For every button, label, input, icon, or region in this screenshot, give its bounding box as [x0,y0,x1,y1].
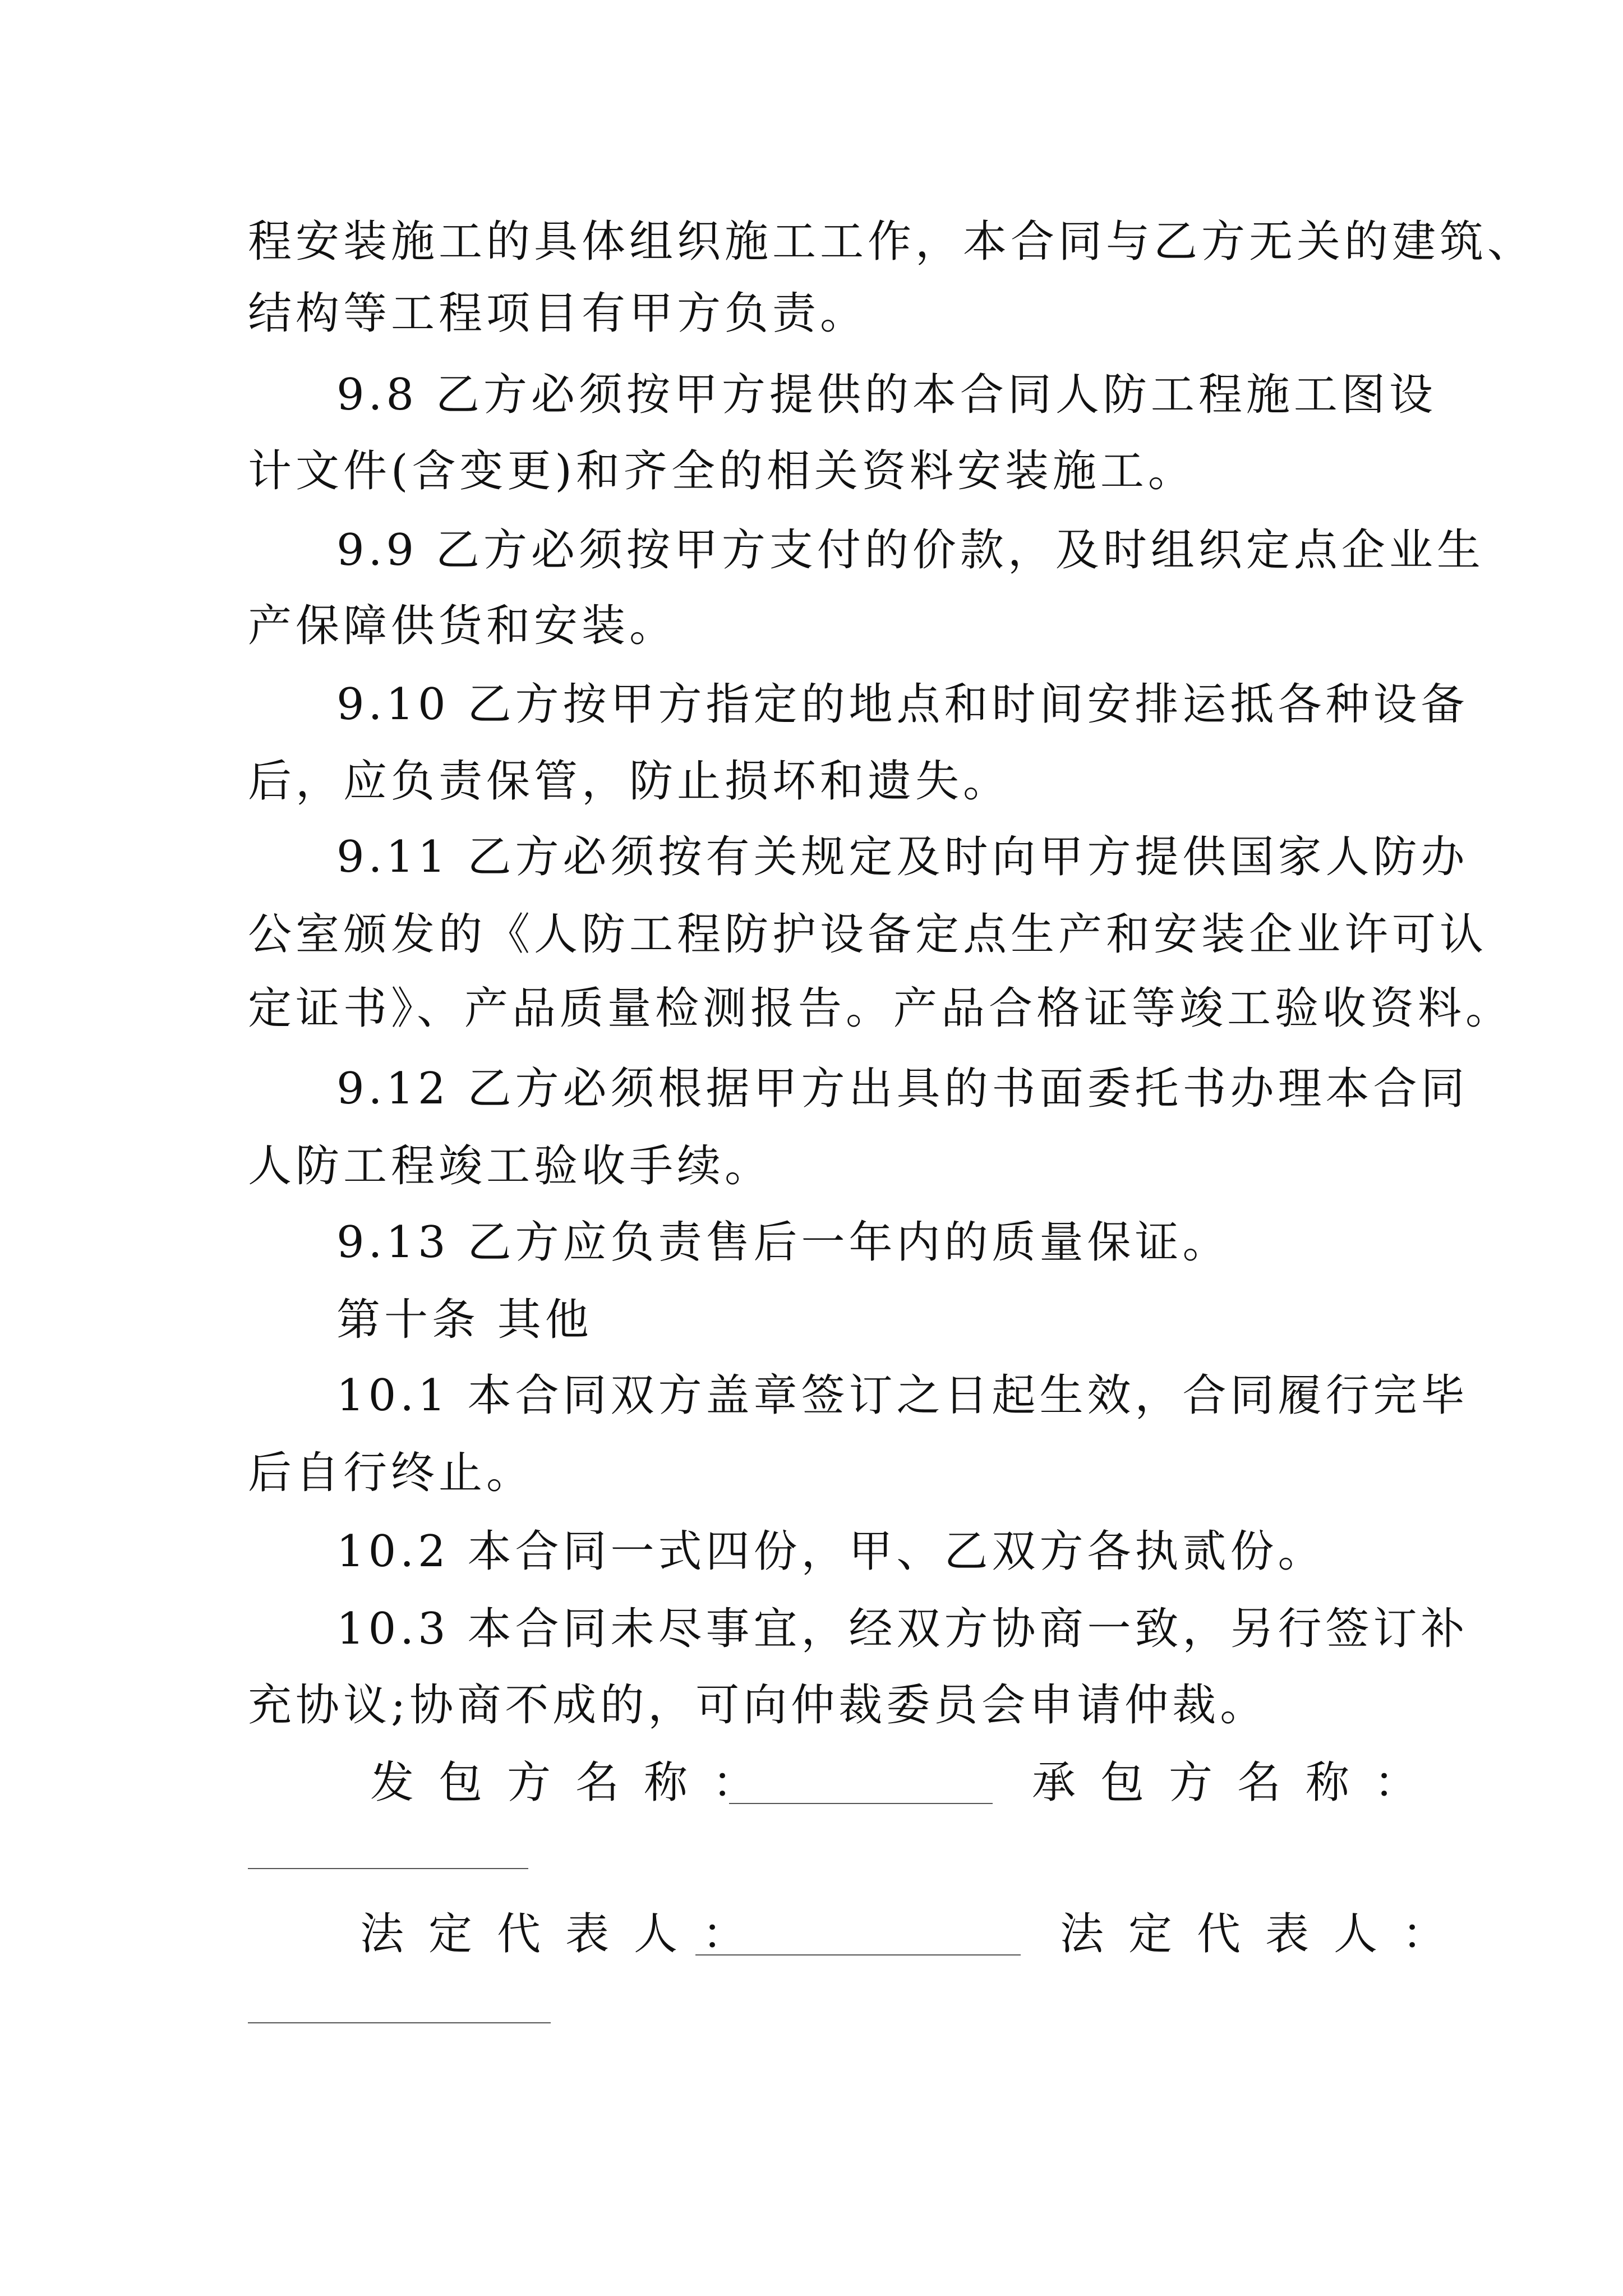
clause-9-8-line: 9.8 乙方必须按甲方提供的本合同人防工程施工图设 [336,370,1437,420]
subcontractor-name-label: 承包方名称： [1032,1757,1443,1808]
clause-9-12-line: 9.12 乙方必须根据甲方出具的书面委托书办理本合同 [336,1064,1469,1114]
legal-rep-label-left: 法定代表人： [360,1909,771,1959]
paragraph-line: 充协议;协商不成的，可向仲裁委员会申请仲裁。 [248,1680,1268,1731]
clause-9-10-line: 9.10 乙方按甲方指定的地点和时间安排运抵各种设备 [336,679,1469,730]
contractor-name-blank[interactable] [729,1803,993,1804]
signature-row-names [0,1756,1623,1818]
paragraph-line: 程安装施工的具体组织施工工作，本合同与乙方无关的建筑、 [248,217,1536,267]
clause-10-2-line: 10.2 本合同一式四份，甲、乙双方各执贰份。 [336,1526,1326,1577]
paragraph-line: 产保障供货和安装。 [248,601,677,651]
paragraph-line: 定证书》、产品质量检测报告。产品合格证等竣工验收资料。 [248,983,1514,1034]
clause-9-9-line: 9.9 乙方必须按甲方支付的价款，及时组织定点企业生 [336,525,1484,576]
contractor-name-label: 发包方名称： [370,1757,781,1808]
paragraph-line: 公室颁发的《人防工程防护设备定点生产和安装企业许可认 [248,909,1488,960]
clause-9-11-line: 9.11 乙方必须按有关规定及时向甲方提供国家人防办 [336,832,1469,882]
legal-rep-right-blank[interactable] [248,2022,551,2023]
clause-10-3-line: 10.3 本合同未尽事宜，经双方协商一致，另行签订补 [336,1604,1469,1654]
clause-10-1-line: 10.1 本合同双方盖章签订之日起生效，合同履行完毕 [336,1370,1469,1421]
paragraph-line: 结构等工程项目有甲方负责。 [248,288,868,339]
article-10-heading: 第十条 其他 [336,1295,593,1345]
legal-rep-left-blank[interactable] [695,1954,1021,1955]
paragraph-line: 计文件(含变更)和齐全的相关资料安装施工。 [248,446,1196,496]
paragraph-line: 后，应负责保管，防止损坏和遗失。 [248,756,1011,807]
clause-9-13-line: 9.13 乙方应负责售后一年内的质量保证。 [336,1217,1230,1268]
signature-row-legal-reps [0,1907,1623,1969]
legal-rep-label-right: 法定代表人： [1060,1909,1471,1959]
paragraph-line: 人防工程竣工验收手续。 [248,1141,773,1191]
subcontractor-name-blank[interactable] [248,1868,528,1869]
paragraph-line: 后自行终止。 [248,1448,534,1498]
